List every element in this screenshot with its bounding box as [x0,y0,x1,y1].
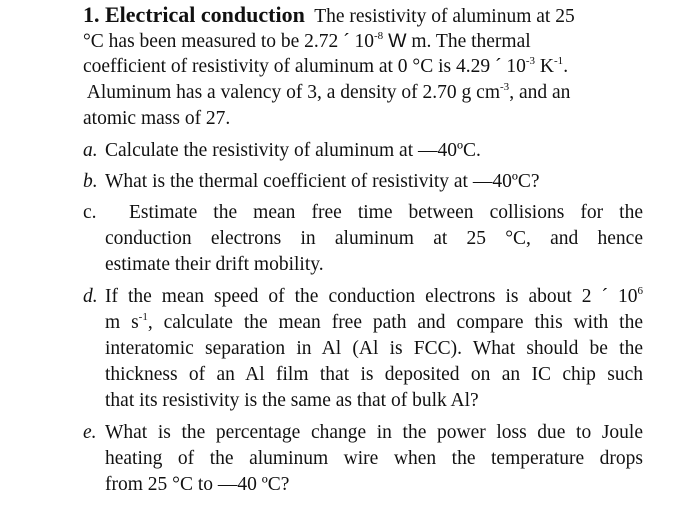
part-text: Calculate the resistivity of aluminum at —40ºC. [105,140,481,161]
superscript: -8 [374,30,384,42]
intro-text: K [535,56,555,77]
superscript: -1 [138,311,148,323]
part-text: thickness of an Al film that is deposited on an IC chip such [105,364,643,385]
part-text: estimate their drift mobility. [105,254,324,275]
part-text: conduction electrons in aluminum at 25 °C, and hence [105,228,643,249]
superscript: -3 [500,81,510,93]
superscript: 6 [637,285,643,297]
intro-text: The resistivity of aluminum at 25 [314,6,575,27]
superscript: -1 [554,55,564,67]
part-marker: d. [83,286,98,307]
intro-line-5 [83,106,643,132]
part-text: from 25 °C to —40 ºC? [105,474,290,495]
part-text: heating of the aluminum wire when the temperature drops [105,448,643,469]
intro-line-3 [83,54,643,80]
ohm-symbol: W [388,30,407,52]
intro-line-1 [83,2,643,28]
part-a [83,138,643,164]
part-d [83,284,643,414]
intro-text: , and an [509,82,571,103]
intro-text: coefficient of resistivity of aluminum at 0 °C is 4.29 ´ 10 [83,56,526,77]
part-text-segment: , calculate the mean free path and compare this with the [147,312,643,333]
intro-text: m. The thermal [406,31,531,52]
part-text [105,310,643,336]
intro-line-4 [83,80,643,106]
part-text: interatomic separation in Al (Al is FCC). What should be the [105,338,643,359]
part-marker: c. [83,202,97,223]
problem-title: 1. Electrical conduction [83,2,305,27]
intro-text: . [563,56,569,77]
intro-text: °C has been measured to be 2.72 ´ 10 [83,31,375,52]
intro-line-2 [83,28,643,54]
part-text [105,284,643,310]
superscript: -3 [525,55,536,67]
part-text-segment: If the mean speed of the conduction electrons is about 2 ´ 10 [105,286,638,307]
part-text: Estimate the mean free time between collisions for the [129,202,643,223]
intro-text: atomic mass of 27. [83,108,231,129]
part-text: What is the thermal coefficient of resistivity at —40ºC? [105,171,540,192]
part-b [83,169,643,195]
part-marker: b. [83,171,98,192]
part-text: that its resistivity is the same as that of bulk Al? [105,390,479,411]
part-e [83,420,643,498]
intro-text: Aluminum has a valency of 3, a density of 2.70 g cm [83,82,501,103]
problem-1 [83,2,643,498]
part-c [83,200,643,278]
part-text: What is the percentage change in the power loss due to Joule [105,422,643,443]
part-marker: a. [83,140,98,161]
part-text-segment: m s [105,312,139,333]
part-marker: e. [83,422,97,443]
